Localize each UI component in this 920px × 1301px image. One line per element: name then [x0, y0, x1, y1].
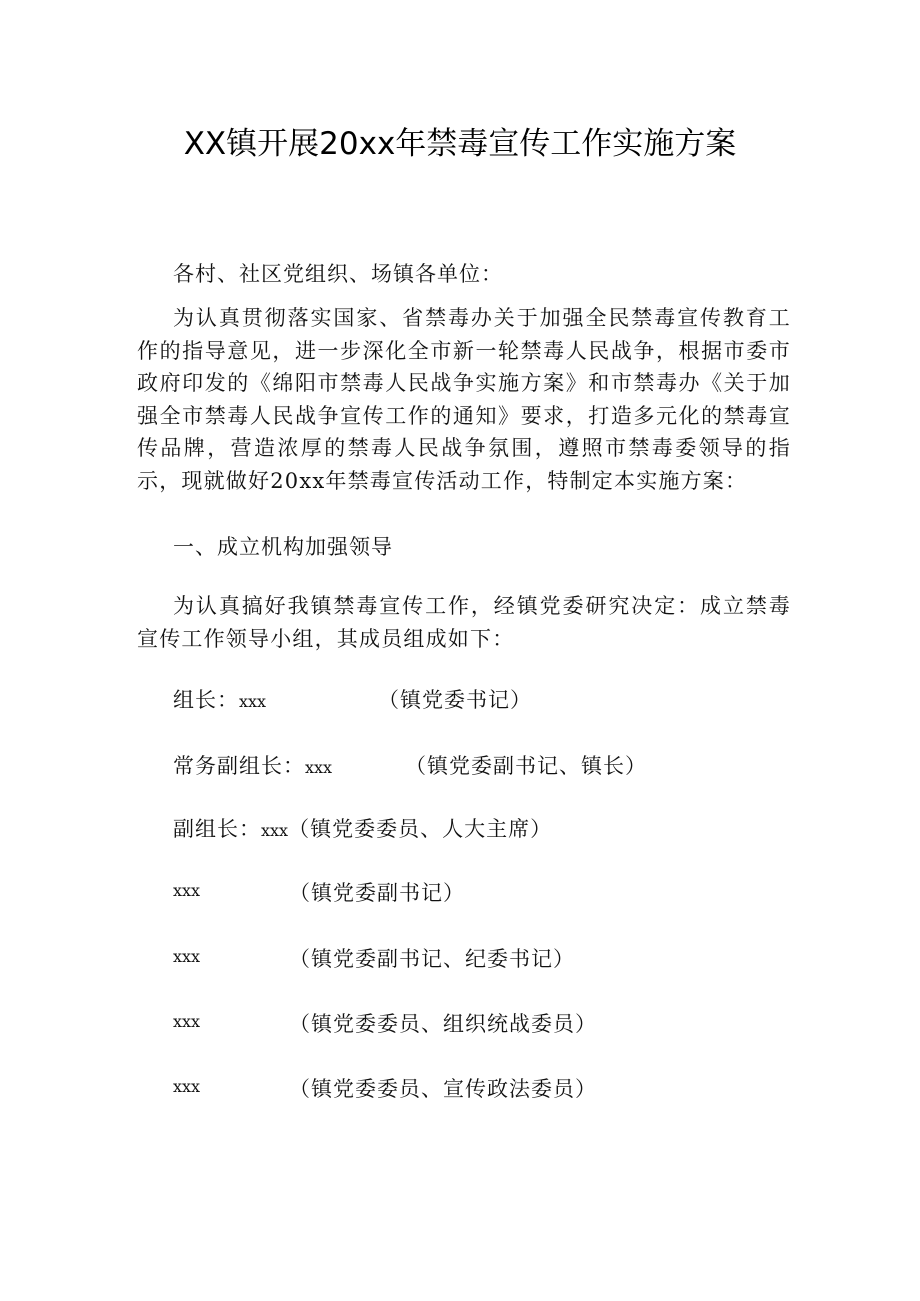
member-label: 常务副组长：	[173, 754, 305, 778]
member-name: xxx	[173, 881, 201, 900]
member-row-deputy	[173, 813, 552, 843]
member-role: （镇党委副书记）	[289, 881, 465, 905]
intro-paragraph: 为认真贯彻落实国家、省禁毒办关于加强全民禁毒宣传教育工作的指导意见，进一步深化全市新一轮禁毒人民战争，根据市委市政府印发的《绵阳市禁毒人民战争实施方案》和市禁毒办《关于加强全市禁毒人民战争宣传工作的通知》要求，打造多元化的禁毒宣传品牌，营造浓厚的禁毒人民战争氛围，遵照市禁毒委领导的指示，现就做好20xx年禁毒宣传活动工作，特制定本实施方案：	[137, 306, 791, 493]
member-name: xxx	[173, 1012, 201, 1031]
member-row	[173, 877, 465, 905]
member-name: xxx	[173, 1077, 201, 1096]
document-title: XX镇开展20xx年禁毒宣传工作实施方案	[183, 126, 737, 162]
member-role: （镇党委委员、宣传政法委员）	[289, 1077, 597, 1101]
member-role: （镇党委委员、人大主席）	[288, 817, 553, 841]
member-label: 副组长：	[173, 817, 261, 841]
member-row	[173, 943, 575, 971]
section-1-paragraph: 为认真搞好我镇禁毒宣传工作，经镇党委研究决定：成立禁毒宣传工作领导小组，其成员组成如下：	[137, 594, 791, 651]
salutation: 各村、社区党组织、场镇各单位：	[173, 262, 503, 286]
member-name: xxx	[305, 758, 333, 777]
section-1-heading: 一、成立机构加强领导	[173, 535, 393, 559]
member-row	[173, 1008, 597, 1036]
member-name: xxx	[261, 821, 289, 840]
member-label: 组长：	[173, 688, 239, 712]
member-row-leader	[173, 684, 532, 714]
member-role: （镇党委副书记、镇长）	[405, 754, 647, 778]
member-role: （镇党委委员、组织统战委员）	[289, 1012, 597, 1036]
member-role: （镇党委书记）	[378, 688, 532, 712]
member-name: xxx	[239, 692, 267, 711]
member-name: xxx	[173, 947, 201, 966]
member-role: （镇党委副书记、纪委书记）	[289, 947, 575, 971]
member-row	[173, 1073, 597, 1101]
member-row-executive-deputy	[173, 750, 647, 780]
